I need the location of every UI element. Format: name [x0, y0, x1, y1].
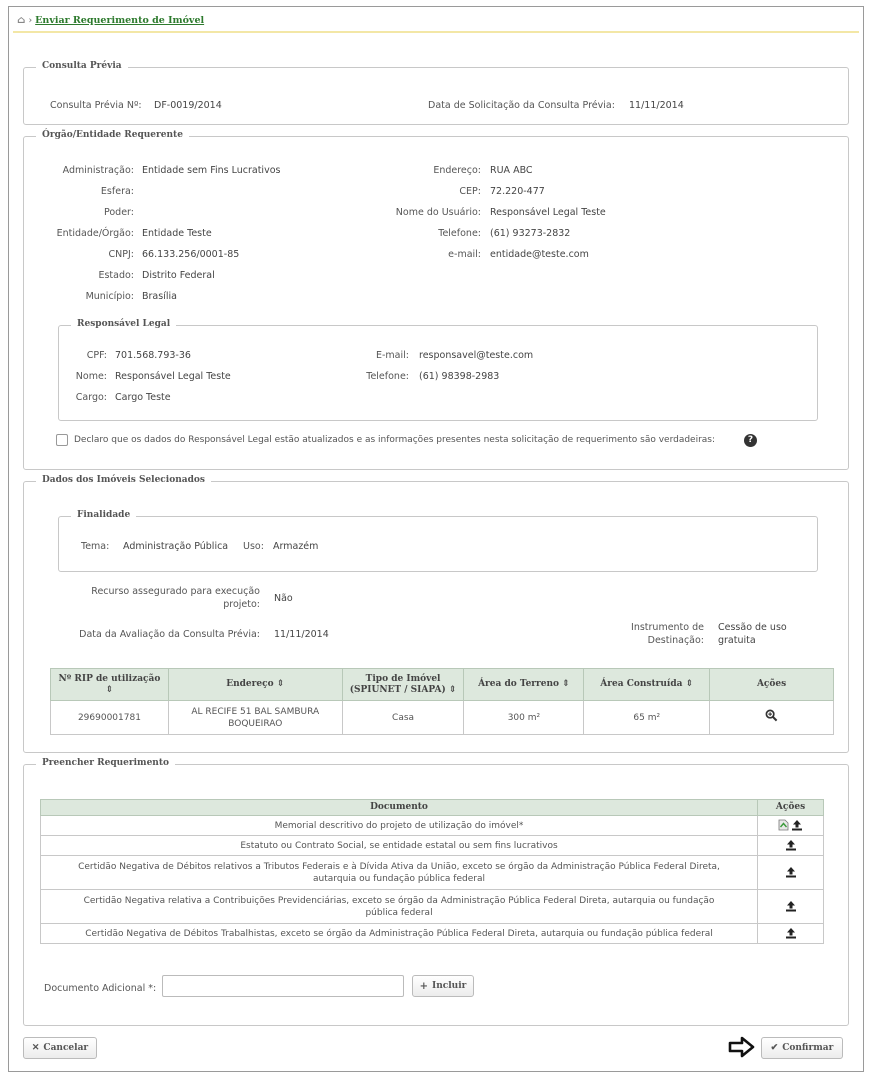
orgao-entidade-section: [23, 130, 849, 470]
instrumento-label-line1: Instrumento de: [631, 622, 704, 633]
col-documento: Documento: [41, 800, 758, 816]
nome-usuario-value: Responsável Legal Teste: [490, 207, 606, 218]
poder-label: Poder:: [103, 207, 134, 218]
cargo-label: Cargo:: [75, 392, 107, 403]
upload-icon[interactable]: [785, 900, 797, 912]
resp-email-value: responsavel@teste.com: [419, 350, 534, 361]
confirmar-button-label: Confirmar: [782, 1043, 834, 1053]
upload-icon[interactable]: [791, 819, 803, 831]
tipo-cell: Casa: [342, 701, 464, 735]
doc-acoes-cell: [758, 924, 824, 944]
telefone-label: Telefone:: [438, 228, 481, 239]
tema-label: Tema:: [81, 541, 110, 552]
documento-adicional-input[interactable]: [162, 975, 404, 997]
uso-value: Armazém: [273, 541, 319, 552]
orgao-entidade-legend: Órgão/Entidade Requerente: [36, 130, 189, 140]
upload-icon[interactable]: [785, 839, 797, 851]
table-row: [41, 890, 824, 924]
table-row: [51, 701, 834, 735]
documento-cell: Certidão Negativa relativa a Contribuições Previdenciárias, exceto se órgão da Administração Pública Federal Direta, autarquia ou fundação pública federal: [41, 890, 758, 924]
municipio-label: Município:: [85, 291, 134, 302]
imoveis-legend: Dados dos Imóveis Selecionados: [36, 475, 211, 485]
entidade-value: Entidade Teste: [142, 228, 212, 239]
nome-value: Responsável Legal Teste: [115, 371, 231, 382]
municipio-value: Brasília: [142, 291, 177, 302]
question-circle-icon[interactable]: ?: [744, 434, 757, 447]
consulta-numero-label: Consulta Prévia Nº:: [50, 100, 142, 111]
imoveis-table-header: [51, 669, 834, 701]
doc-acoes-cell: [758, 816, 824, 836]
col-tipo[interactable]: Tipo de Imóvel (SPIUNET / SIAPA) ⇕: [342, 669, 464, 701]
consulta-data-label: Data de Solicitação da Consulta Prévia:: [428, 100, 615, 111]
estado-label: Estado:: [98, 270, 134, 281]
cep-value: 72.220-477: [490, 186, 545, 197]
entidade-label: Entidade/Órgão:: [56, 228, 134, 239]
cpf-label: CPF:: [86, 350, 107, 361]
zoom-in-icon[interactable]: [765, 709, 778, 722]
breadcrumb-divider: [13, 31, 859, 33]
documento-cell: Memorial descritivo do projeto de utilização do imóvel*: [41, 816, 758, 836]
col-endereco[interactable]: Endereço ⇕: [168, 669, 342, 701]
cancelar-button[interactable]: [23, 1037, 97, 1059]
declaro-checkbox[interactable]: [56, 434, 68, 446]
close-icon: ✕: [31, 1043, 40, 1053]
documentos-table-header: [41, 800, 824, 816]
finalidade-section: [58, 510, 818, 572]
incluir-button-label: Incluir: [432, 981, 467, 991]
estado-value: Distrito Federal: [142, 270, 215, 281]
col-doc-acoes: Ações: [758, 800, 824, 816]
col-rip[interactable]: Nº RIP de utilização ⇕: [51, 669, 169, 701]
cep-label: CEP:: [459, 186, 481, 197]
resp-telefone-value: (61) 98398-2983: [419, 371, 500, 382]
uso-label: Uso:: [243, 541, 264, 552]
table-row: [41, 836, 824, 856]
nome-usuario-label: Nome do Usuário:: [395, 207, 481, 218]
instrumento-label-line2: Destinação:: [647, 635, 704, 646]
cpf-value: 701.568.793-36: [115, 350, 191, 361]
upload-icon[interactable]: [785, 927, 797, 939]
plus-icon: +: [419, 980, 429, 992]
incluir-button[interactable]: [412, 975, 474, 997]
breadcrumb-link[interactable]: Enviar Requerimento de Imóvel: [35, 15, 205, 26]
terreno-cell: 300 m²: [464, 701, 584, 735]
consulta-numero-value: DF-0019/2014: [154, 100, 222, 111]
tema-value: Administração Pública: [123, 541, 229, 552]
documento-cell: Certidão Negativa de Débitos relativos a Tributos Federais e à Dívida Ativa da União, exceto se órgão da Administração Pública Federal Direta, autarquia ou fundação pública federal: [41, 856, 758, 890]
doc-acoes-cell: [758, 890, 824, 924]
esfera-label: Esfera:: [100, 186, 134, 197]
check-icon: ✔: [770, 1043, 779, 1053]
table-row: [41, 816, 824, 836]
col-terreno[interactable]: Área do Terreno ⇕: [464, 669, 584, 701]
endereco-cell: AL RECIFE 51 BAL SAMBURA BOQUEIRAO: [168, 701, 342, 735]
imoveis-section: [23, 475, 849, 753]
table-row: [41, 924, 824, 944]
responsavel-legal-legend: Responsável Legal: [71, 319, 176, 329]
imoveis-table: [50, 668, 834, 735]
documentos-table: [40, 799, 824, 944]
construida-cell: 65 m²: [584, 701, 710, 735]
endereco-value: RUA ABC: [490, 165, 533, 176]
declaro-text: Declaro que os dados do Responsável Legal estão atualizados e as informações presentes nesta solicitação de requerimento são verdadeiras:: [74, 435, 716, 445]
documento-cell: Estatuto ou Contrato Social, se entidade estatal ou sem fins lucrativos: [41, 836, 758, 856]
upload-icon[interactable]: [785, 866, 797, 878]
doc-acoes-cell: [758, 836, 824, 856]
table-row: [41, 856, 824, 890]
nome-label: Nome:: [75, 371, 107, 382]
administracao-value: Entidade sem Fins Lucrativos: [142, 165, 281, 176]
avaliacao-label: Data da Avaliação da Consulta Prévia:: [79, 629, 260, 640]
documento-cell: Certidão Negativa de Débitos Trabalhistas, exceto se órgão da Administração Pública Federal Direta, autarquia ou fundação pública federal: [41, 924, 758, 944]
doc-acoes-cell: [758, 856, 824, 890]
acoes-cell: [710, 701, 834, 735]
page-frame: [8, 6, 864, 1072]
pdf-file-icon[interactable]: [778, 819, 789, 831]
endereco-label: Endereço:: [433, 165, 481, 176]
finalidade-legend: Finalidade: [71, 510, 136, 520]
col-acoes: Ações: [710, 669, 834, 701]
email-label: e-mail:: [448, 249, 481, 260]
consulta-previa-section: [23, 61, 849, 125]
instrumento-value-line2: gratuita: [718, 635, 756, 646]
cnpj-label: CNPJ:: [108, 249, 134, 260]
breadcrumb: ⌂ › Enviar Requerimento de Imóvel: [17, 15, 205, 26]
cargo-value: Cargo Teste: [115, 392, 171, 403]
confirmar-button[interactable]: [761, 1037, 843, 1059]
telefone-value: (61) 93273-2832: [490, 228, 571, 239]
requerimento-section: [23, 758, 849, 1026]
recurso-label-line1: Recurso assegurado para execução: [91, 586, 260, 597]
instrumento-value-line1: Cessão de uso: [718, 622, 787, 633]
consulta-data-value: 11/11/2014: [629, 100, 684, 111]
responsavel-legal-section: [58, 319, 818, 421]
email-value: entidade@teste.com: [490, 249, 589, 260]
resp-telefone-label: Telefone:: [366, 371, 409, 382]
col-construida[interactable]: Área Construída ⇕: [584, 669, 710, 701]
administracao-label: Administração:: [62, 165, 134, 176]
cancelar-button-label: Cancelar: [43, 1043, 89, 1053]
consulta-previa-legend: Consulta Prévia: [36, 61, 128, 71]
recurso-value: Não: [274, 593, 293, 604]
home-icon[interactable]: ⌂: [17, 15, 26, 26]
requerimento-legend: Preencher Requerimento: [36, 758, 175, 768]
avaliacao-value: 11/11/2014: [274, 629, 329, 640]
recurso-label-line2: projeto:: [223, 599, 260, 610]
cnpj-value: 66.133.256/0001-85: [142, 249, 240, 260]
arrow-right-icon: [727, 1035, 757, 1059]
resp-email-label: E-mail:: [376, 350, 409, 361]
rip-cell: 29690001781: [51, 701, 169, 735]
documento-adicional-label: Documento Adicional *:: [44, 983, 157, 994]
